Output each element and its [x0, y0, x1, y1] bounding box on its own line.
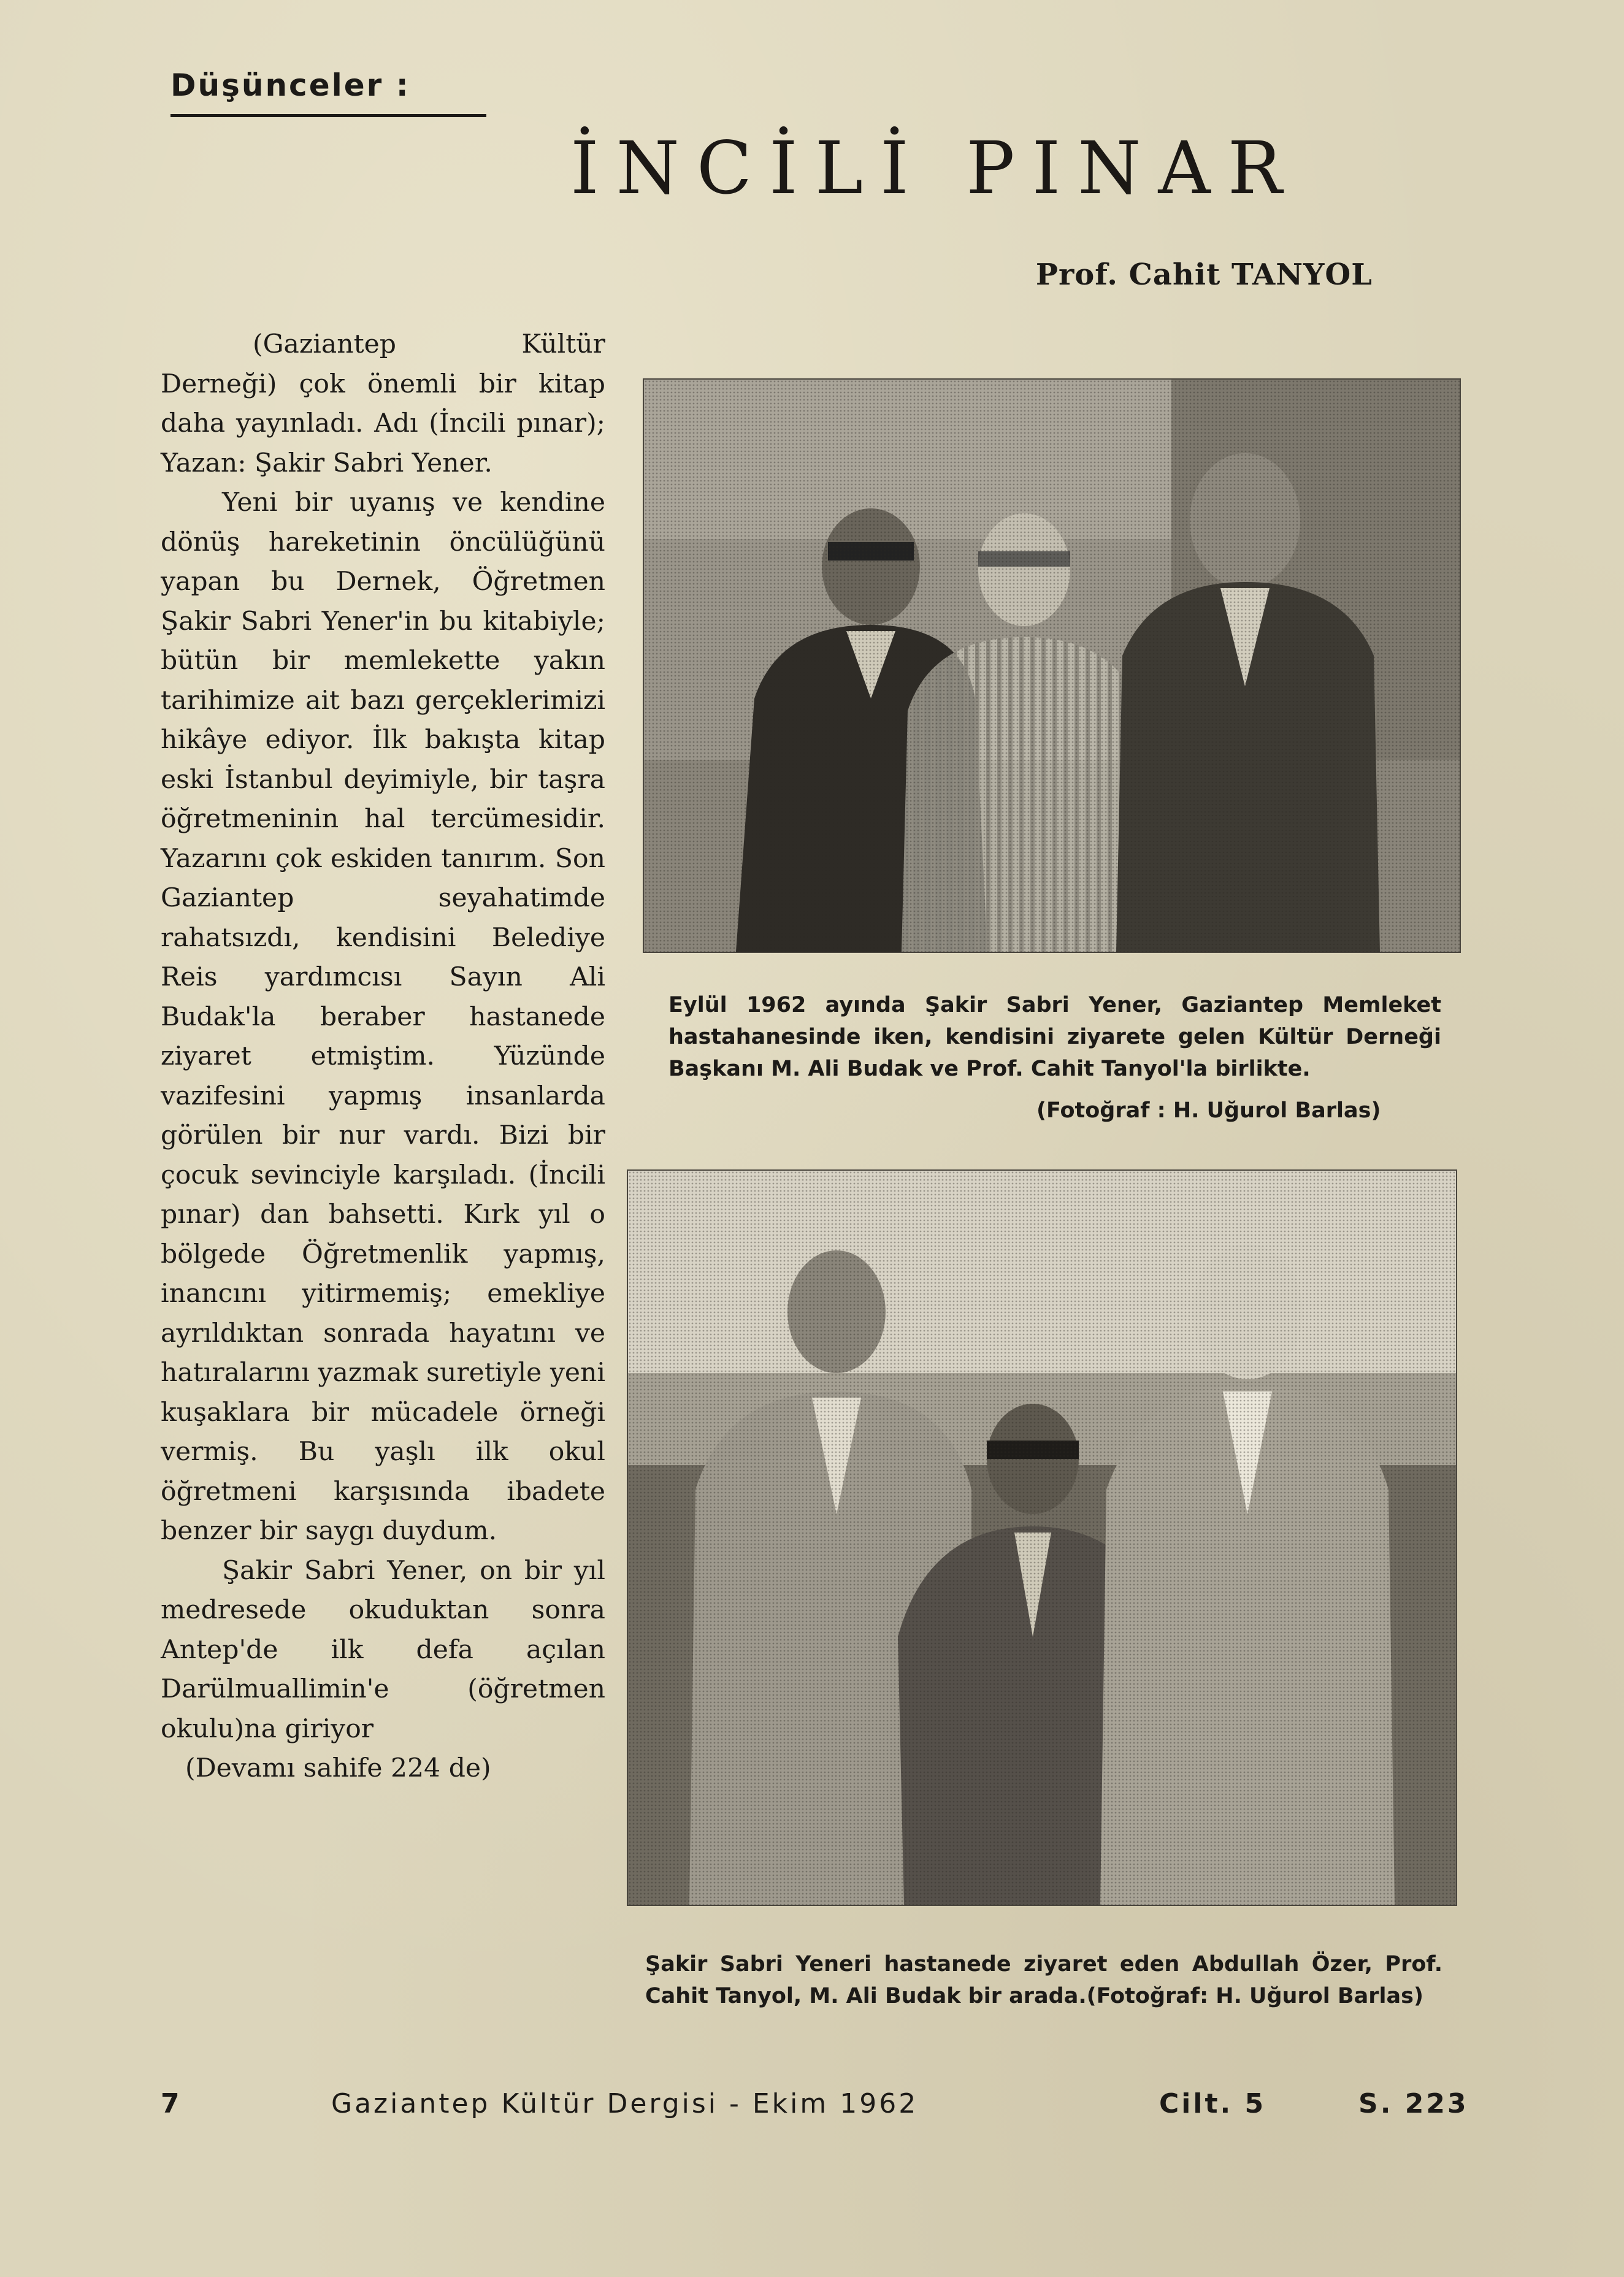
paragraph-intro: (Gaziantep Kültür Derneği) çok önemli bir kitap daha yayınladı. Adı (İncili pınar); Yazan: Şakir Sabri Yener. — [161, 329, 605, 478]
continued-note: (Devamı sahife 224 de) — [185, 1753, 491, 1783]
footer-page-number: 7 — [161, 2088, 182, 2119]
section-underline — [170, 114, 486, 117]
footer-volume: Cilt. 5 — [1159, 2088, 1266, 2119]
section-label: Düşünceler : — [170, 67, 410, 103]
photo1-caption: Eylül 1962 ayında Şakir Sabri Yener, Gaziantep Memleket hastahanesinde iken, kendisini ziyarete gelen Kültür Derneği Başkanı M. Ali Budak ve Prof. Cahit Tanyol'la birlikte. — [668, 993, 1441, 1081]
footer-issue: S. 223 — [1358, 2088, 1469, 2119]
footer-magazine: Gaziantep Kültür Dergisi - Ekim 1962 — [331, 2088, 919, 2119]
paragraph-main: Yeni bir uyanış ve kendine dönüş hareketinin öncülüğünü yapan bu Dernek, Öğretmen Şakir Sabri Yener'in bu kitabiyle; bütün bir memlekette yakın tarihimize ait bazı gerçeklerimizi hikâye ediyor. İlk bakışta kitap eski İstanbul deyimiyle, bir taşra öğretmeninin hal tercümesidir. Yazarını çok eskiden tanırım. Son Gaziantep seyahatimde rahatsızdı, kendisini Belediye Reis yardımcısı Sayın Ali Budak'la beraber hastanede ziyaret etmiştim. Yüzünde vazifesini yapmış insanlarda görülen bir nur vardı. Bizi bir çocuk sevinciyle karşıladı. (İncili pınar) dan bahsetti. Kırk yıl o bölgede Öğretmenlik yapmış, inancını yitirmemiş; emekliye ayrıldıktan sonrada hayatını ve hatıralarını yazmak suretiyle yeni kuşaklara bir mücadele örneği vermiş. Bu yaşlı ilk okul öğretmeni karşısında ibadete benzer bir saygı duydum. — [161, 488, 605, 1546]
article-title: İNCİLİ PINAR — [570, 126, 1300, 210]
article-author: Prof. Cahit TANYOL — [1035, 258, 1373, 292]
photo1-credit: (Fotoğraf : H. Uğurol Barlas) — [1036, 1098, 1381, 1123]
photo2-caption: Şakir Sabri Yeneri hastanede ziyaret eden Abdullah Özer, Prof. Cahit Tanyol, M. Ali Budak bir arada.(Fotoğraf: H. Uğurol Barlas) — [645, 1952, 1442, 2008]
article-body — [161, 325, 605, 1789]
photo-group-outdoors-image — [628, 1171, 1456, 1905]
photo-group-outdoors — [627, 1169, 1457, 1906]
paragraph-final: Şakir Sabri Yener, on bir yıl medresede okuduktan sonra Antep'de ilk defa açılan Darülmuallimin'e (öğretmen okulu)na giriyor — [161, 1555, 605, 1744]
photo-hospital-visit-image — [644, 380, 1460, 952]
photo-hospital-visit — [643, 378, 1461, 953]
